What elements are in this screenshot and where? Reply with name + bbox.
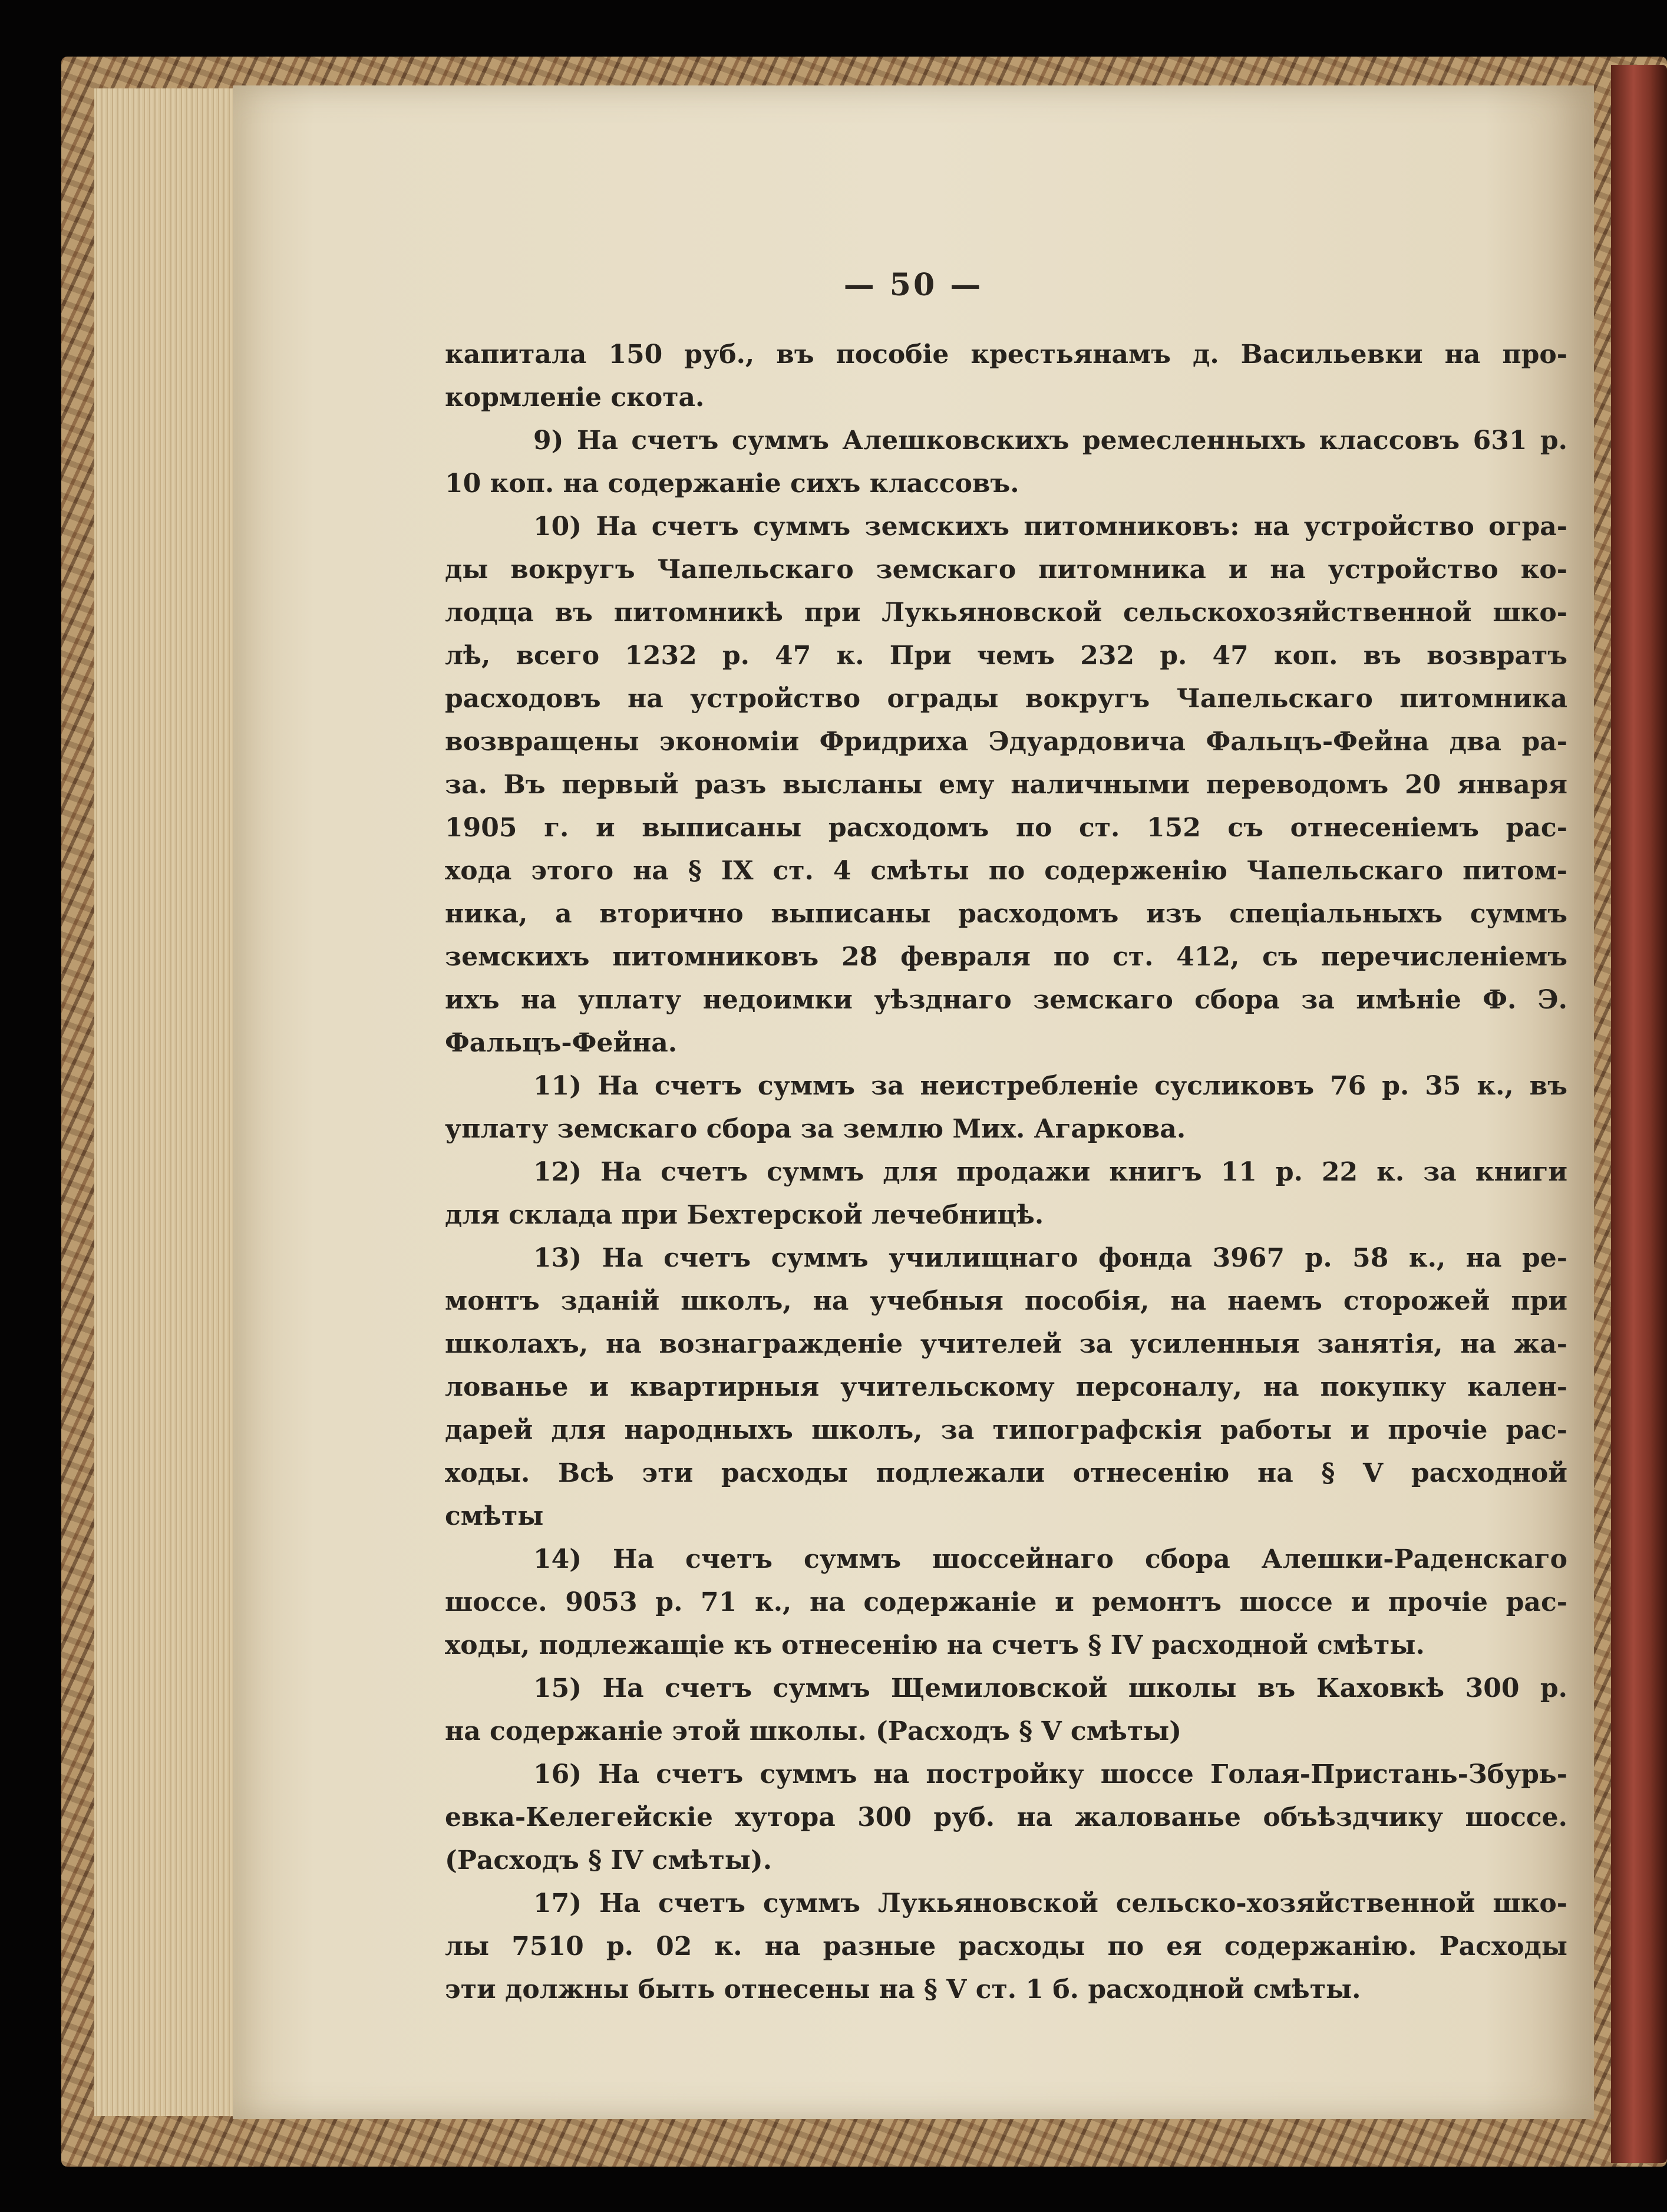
text-line: эти должны быть отнесены на § V ст. 1 б. расходной смѣты. — [445, 1974, 1361, 2005]
text-line: кормленіе скота. — [445, 383, 705, 413]
text-line: 1905 г. и выписаны расходомъ по ст. 152 съ отнесеніемъ рас- — [445, 813, 1567, 843]
text-line: 14) На счетъ суммъ шоссейнаго сбора Алешки-Раденскаго — [533, 1544, 1567, 1574]
text-line: 16) На счетъ суммъ на постройку шоссе Голая-Пристань-Збурь- — [533, 1759, 1567, 1789]
book-page — [233, 85, 1594, 2119]
text-line: ника, а вторично выписаны расходомъ изъ спеціальныхъ суммъ — [445, 899, 1567, 929]
text-line: 17) На счетъ суммъ Лукьяновской сельско-хозяйственной шко- — [533, 1888, 1567, 1918]
text-line: ды вокругъ Чапельскаго земскаго питомника и на устройство ко- — [445, 555, 1567, 585]
text-line: 11) На счетъ суммъ за неистребленіе сусликовъ 76 р. 35 к., въ — [533, 1071, 1567, 1101]
text-line: хода этого на § IX ст. 4 смѣты по содерженію Чапельскаго питом- — [445, 856, 1567, 886]
text-line: (Расходъ § IV смѣты). — [445, 1845, 773, 1875]
text-line: для склада при Бехтерской лечебницѣ. — [445, 1200, 1044, 1230]
text-line: за. Въ первый разъ высланы ему наличными переводомъ 20 января — [445, 770, 1567, 800]
text-line: смѣты — [445, 1501, 544, 1531]
text-line: школахъ, на вознагражденіе учителей за усиленныя занятія, на жа- — [445, 1329, 1567, 1359]
text-line: ихъ на уплату недоимки уѣзднаго земскаго сбора за имѣніе Ф. Э. — [445, 985, 1567, 1015]
page-number: — 50 — — [843, 267, 983, 303]
text-line: Фальцъ-Фейна. — [445, 1028, 678, 1058]
text-line: 13) На счетъ суммъ училищнаго фонда 3967 р. 58 к., на ре- — [533, 1243, 1567, 1273]
text-line: уплату земскаго сбора за землю Мих. Агаркова. — [445, 1114, 1186, 1144]
text-line: шоссе. 9053 р. 71 к., на содержаніе и ремонтъ шоссе и прочіе рас- — [445, 1587, 1567, 1617]
text-line: 15) На счетъ суммъ Щемиловской школы въ Каховкѣ 300 р. — [533, 1673, 1567, 1703]
cover-edge — [1611, 65, 1667, 2163]
text-line: ходы. Всѣ эти расходы подлежали отнесенію на § V расходной — [445, 1458, 1567, 1488]
body-text — [445, 333, 1567, 2011]
page-stack — [94, 88, 242, 2116]
text-line: возвращены экономіи Фридриха Эдуардовича Фальцъ-Фейна два ра- — [445, 727, 1567, 757]
text-line: лѣ, всего 1232 р. 47 к. При чемъ 232 р. 47 коп. въ возвратъ — [445, 641, 1567, 671]
text-line: монтъ зданій школъ, на учебныя пособія, на наемъ сторожей при — [445, 1286, 1567, 1316]
text-line: 10 коп. на содержаніе сихъ классовъ. — [445, 469, 1019, 499]
text-line: на содержаніе этой школы. (Расходъ § V смѣты) — [445, 1716, 1182, 1746]
text-line: ходы, подлежащіе къ отнесенію на счетъ § IV расходной смѣты. — [445, 1630, 1425, 1660]
text-line: земскихъ питомниковъ 28 февраля по ст. 412, съ перечисленіемъ — [445, 942, 1567, 972]
text-line: дарей для народныхъ школъ, за типографскія работы и прочіе рас- — [445, 1415, 1567, 1445]
text-line: лы 7510 р. 02 к. на разные расходы по ея содержанію. Расходы — [445, 1931, 1567, 1962]
text-line: 9) На счетъ суммъ Алешковскихъ ремесленныхъ классовъ 631 р. — [533, 426, 1567, 456]
text-line: капитала 150 руб., въ пособіе крестьянамъ д. Васильевки на про- — [445, 339, 1567, 370]
text-line: 12) На счетъ суммъ для продажи книгъ 11 р. 22 к. за книги — [533, 1157, 1567, 1187]
text-line: лованье и квартирныя учительскому персоналу, на покупку кален- — [445, 1372, 1567, 1402]
text-line: лодца въ питомникѣ при Лукьяновской сельскохозяйственной шко- — [445, 598, 1567, 628]
text-line: евка-Келегейскіе хутора 300 руб. на жалованье объѣздчику шоссе. — [445, 1802, 1567, 1832]
text-line: расходовъ на устройство ограды вокругъ Чапельскаго питомника — [445, 684, 1567, 714]
text-line: 10) На счетъ суммъ земскихъ питомниковъ: на устройство огра- — [533, 512, 1567, 542]
